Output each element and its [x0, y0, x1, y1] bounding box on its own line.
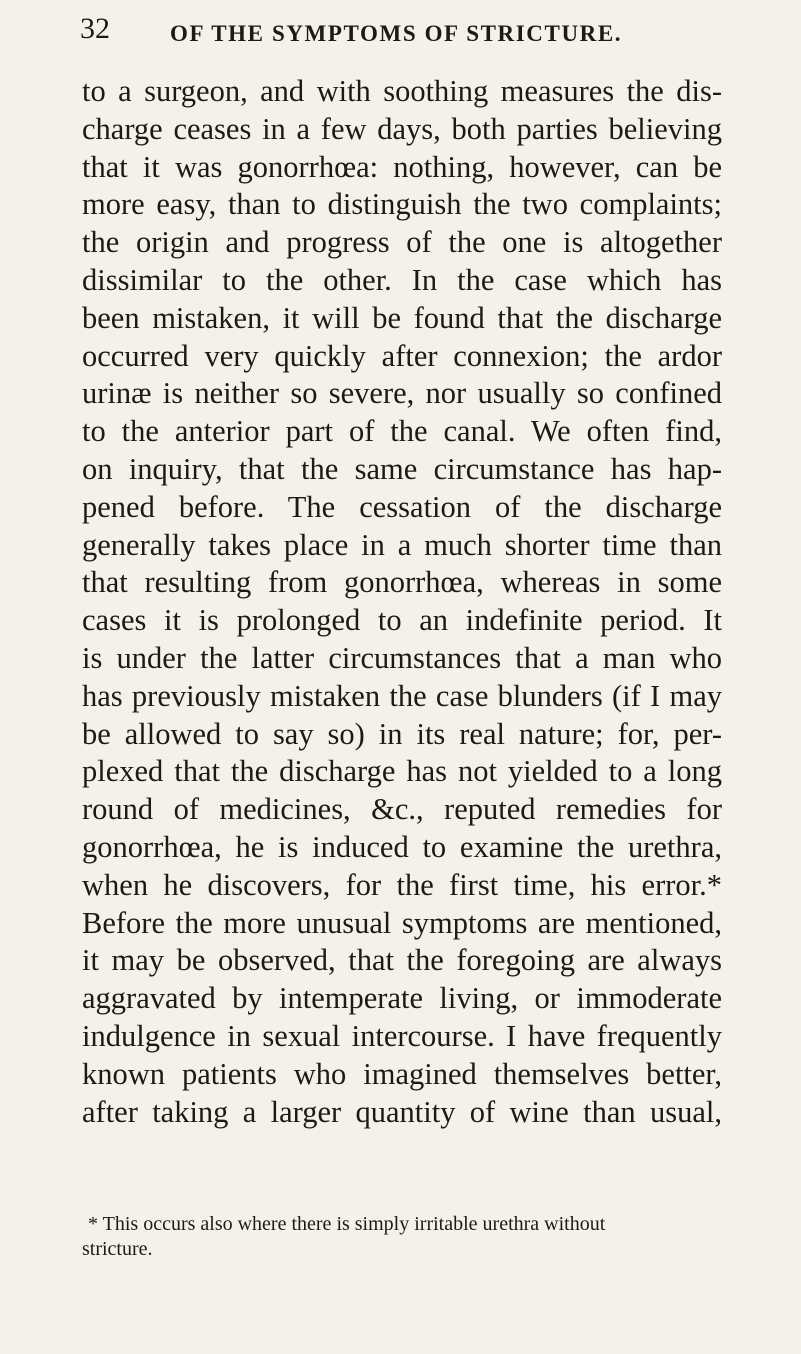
text-line: the origin and progress of the one is altogether — [82, 225, 722, 260]
text-line: urinæ is neither so severe, nor usually so confined — [82, 376, 722, 411]
page-number: 32 — [80, 12, 110, 45]
footnote-line: * This occurs also where there is simply irritable urethra without — [88, 1213, 606, 1235]
text-line: that it was gonorrhœa: nothing, however, can be — [82, 149, 722, 184]
text-line: occurred very quickly after connexion; the ardor — [82, 338, 722, 373]
text-line: gonorrhœa, he is induced to examine the urethra, — [82, 829, 722, 864]
body-text — [82, 73, 722, 1131]
text-line: Before the more unusual symptoms are mentioned, — [82, 905, 722, 940]
text-line: more easy, than to distinguish the two complaints; — [82, 187, 722, 222]
text-line: aggravated by intemperate living, or immoderate — [82, 981, 722, 1016]
text-line: been mistaken, it will be found that the discharge — [82, 300, 722, 335]
text-line: plexed that the discharge has not yielded to a long — [82, 754, 722, 789]
text-line: dissimilar to the other. In the case which has — [82, 262, 722, 297]
text-line: charge ceases in a few days, both parties believing — [82, 111, 722, 146]
footnote-line: stricture. — [82, 1238, 153, 1260]
running-title: OF THE SYMPTOMS OF STRICTURE. — [170, 21, 623, 46]
text-line: on inquiry, that the same circumstance has hap- — [82, 451, 722, 486]
text-line: it may be observed, that the foregoing are always — [82, 943, 722, 978]
running-head — [0, 10, 801, 46]
text-line: known patients who imagined themselves better, — [82, 1056, 722, 1091]
text-line: indulgence in sexual intercourse. I have frequently — [82, 1018, 722, 1053]
text-line: is under the latter circumstances that a man who — [82, 640, 722, 675]
text-line: to the anterior part of the canal. We often find, — [82, 414, 722, 449]
text-line: after taking a larger quantity of wine than usual, — [82, 1094, 722, 1129]
text-line: to a surgeon, and with soothing measures the dis- — [82, 74, 722, 108]
footnote — [82, 1212, 722, 1262]
text-line: that resulting from gonorrhœa, whereas in some — [82, 565, 722, 600]
text-line: when he discovers, for the first time, his error.* — [82, 867, 722, 902]
text-line: pened before. The cessation of the discharge — [82, 489, 722, 524]
text-line: round of medicines, &c., reputed remedies for — [82, 792, 722, 827]
text-line: has previously mistaken the case blunders (if I may — [82, 678, 722, 713]
text-line: generally takes place in a much shorter time than — [82, 527, 722, 562]
text-line: be allowed to say so) in its real nature; for, per- — [82, 716, 722, 751]
text-line: cases it is prolonged to an indefinite period. It — [82, 603, 722, 638]
